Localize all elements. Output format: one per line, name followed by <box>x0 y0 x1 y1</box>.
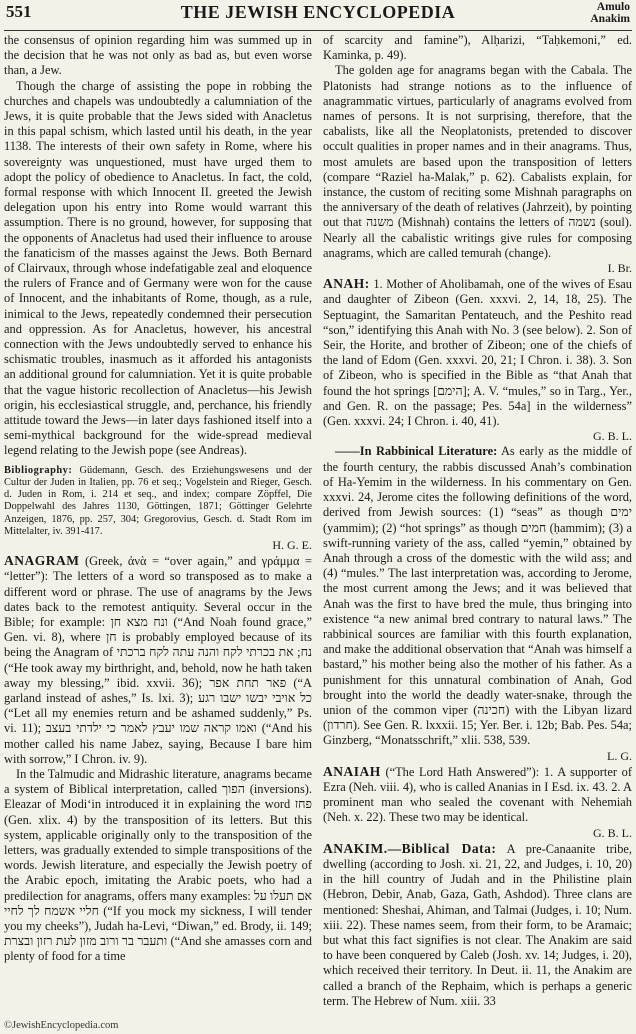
header-rule <box>4 30 632 31</box>
paragraph: of scarcity and famine”), Alḥarizi, “Taḥkemoni,” ed. Kaminka, p. 49). <box>323 33 632 63</box>
entry-anakim <box>323 841 632 1009</box>
author-signature: I. Br. <box>607 261 632 276</box>
author-signature: G. B. L. <box>593 825 632 840</box>
paragraph: the consensus of opinion regarding him was summed up in the decision that he was not only as bad as, but even worse than, a Jew. <box>4 33 312 78</box>
bibliography <box>4 465 312 538</box>
entry-title: ANAGRAM <box>4 553 80 569</box>
page-number: 551 <box>6 2 32 21</box>
right-column <box>323 33 632 1009</box>
entry-title: ANAIAH <box>323 763 381 779</box>
left-column <box>4 33 312 965</box>
entry-text: (“The Lord Hath Answered”): 1. A supporter of Ezra (Neh. viii. 4), who is called Ananias in I Esd. ix. 43. 2. A prominent man who sealed the covenant with Nehemiah (Neh. x. 22). These two may be identical. <box>323 764 632 825</box>
author-signature: G. B. L. <box>593 429 632 444</box>
entry-text: 1. Mother of Aholibamah, one of the wives of Esau and daughter of Zibeon (Gen. xxxvi. 2, 14, 18, 25). The Septuagint, the Samaritan Pentateuch, and the Peshito read “son,” identifying this Anah with No. 3 (see below). 2. Son of Seir, the Horite, and brother of Zibeon; one of the chiefs of the land of Edom (Gen. xxxvi. 20, 21; I Chron. i. 38). 3. Son of Zibeon, who is specified in the Bible as “that Anah that found the hot springs [הימם]; A. V. “mules,” so in Targ., Yer., and Gen. R. on the passage; Pes. 54a] in the wilderness” (Gen. xxxvi. 24; I Chron. i. 40, 41). <box>323 277 632 429</box>
page-header <box>0 0 636 30</box>
entry-text: A pre-Canaanite tribe, dwelling (according to Josh. xi. 21, 22, and Judges, i. 10, 20) in the hill country of Judah and in the Philistine plain (Hebron, Debir, Anab, Gaza, Gath, Ashdod). Three clans are mentioned: Sheshai, Ahiman, and Talmai (Judges, i. 10; Num. xiii. 22). These names seem, from their form, to be Aramaic; but what this fact signifies is not clear. The Anakim are said to have been conquered by Caleb (Josh. xv. 14; Judges, i. 20), which received their territory. In Deut. ii. 11, the Anakim are called a branch of the Rephaim, which is perhaps a generic term. The Hebrew of Num. xiii. 33 <box>323 841 632 1008</box>
bibliography-text: Güdemann, Gesch. des Erziehungswesens und der Cultur der Juden in Italien, pp. 76 et seq.; Vogelstein and Rieger, Gesch. d. Juden in Rom, i. 214 et seq., and index; compare Zöpffel, Die Doppelwahl des Jahres 1130, Göttingen, 1871; Göttinger Gelehrte Anzeigen, 1876, pp. 257, 304; Gregorovius, Gesch. d. Stadt Rom im Mittelalter, iv. 391-417. <box>4 464 312 537</box>
entry-anah <box>323 276 632 429</box>
author-signature: L. G. <box>607 748 632 763</box>
paragraph: In the Talmudic and Midrashic literature, anagrams became a system of Biblical interpretation, called הפוך (inversions). Eleazar of Modi‘in introduced it in explaining the word פחז (Gen. xlix. 4) by the transposition of its letters. But this system, applicable originally only to the transposition of the letters, was gradually extended to simple transpositions of the words. Jewish literature, and especially the Jewish poetry of the Arabic epoch, imitating the Arabic poets, who had a predilection for anagrams, offers many examples: אם תעלו על חליי אשמח לך לחיי (“If you mock my sickness, I will tender you my cheeks”), Judah ha-Levi, “Diwan,” ed. Brody, ii. 149; ותעבר בר ורוב מזון לעת רזון ובצרת (“And she amasses corn and plenty of food for a time <box>4 766 312 964</box>
guide-word-bottom: Anakim <box>590 13 630 25</box>
bibliography-label: Bibliography: <box>4 464 73 476</box>
paragraph: The golden age for anagrams began with the Cabala. The Platonists had strange notions as to the influence of anagrammatic virtues, particularly of anagrams evolved from names of persons. It is not surprising, therefore, that the cabalists, like all the Neoplatonists, pretended to discover occult qualities in proper names and in their anagrams. Thus, most amulets are based upon the transposition of letters (compare “Raziel ha-Malak,” p. 62). Cabalists explain, for instance, the custom of reciting some Mishnah paragraphs on the anniversary of the death of relatives (Jahrzeit), by pointing out that משנה (Mishnah) contains the letters of נשמה (soul). Nearly all the cabalistic writings give rules for composing anagrams, which are called temurah (change). <box>323 63 633 260</box>
guide-word-top: Amulo <box>596 1 630 13</box>
entry-anagram <box>4 553 312 767</box>
guide-words <box>590 1 630 25</box>
running-title: THE JEWISH ENCYCLOPEDIA <box>180 2 456 22</box>
entry-title: ANAKIM.—Biblical Data: <box>323 840 497 856</box>
author-signature: H. G. E. <box>272 537 312 552</box>
entry-anaiah <box>323 764 632 826</box>
entry-text: (Greek, ἀνὰ = “over again,” and γράμμα = “letter”): The letters of a word so transposed as to make a different word or phrase. The use of anagrams by the Jews dates back to the remotest antiquity. Several occur in the Bible; for example: ונח מצא חן (“And Noah found grace,” Gen. vi. 8), where חן is probably employed because of its being the Anagram of נח; את בכרתי לקח והנה עתה לקח ברכתי (“He took away my birthright, and, behold, now he hath taken away my blessing,” ibid. xxvii. 36); פאר תחת אפר (“A garland instead of ashes,” Is. lxi. 3); כל אויבי יבשו ישבו רגע (“Let all my enemies return and be ashamed suddenly,” Ps. vi. 11); ואמו קראה שמו יעבץ לאמר כי ילדתי בעצב (“And his mother called his name Jabez, saying, Because I bare him with sorrow,” I Chron. iv. 9). <box>4 554 312 766</box>
subsection-rabbinical <box>323 444 632 748</box>
paragraph: Though the charge of assisting the pope in robbing the churches and chapels was undoubtedly a calumniation of the Jews, it is quite probable that the Jews sided with Anacletus in this papal schism, which lasted until his death, in the year 1138. The interests of their own safety in Rome, where his sovereignty was unquestioned, must have urged them to adopt the policy of obedience to Anacletus. In fact, the cold, formal response with which Innocent II. greeted the Jewish delegation upon his entry into Rome would warrant this assumption. There is no ground, however, for supposing that the opponents of Anacletus had used their influence to arouse the fanaticism of the masses against the Jews. Both Bernard of Clairvaux, through whose indefatigable zeal and eloquence the rulers of France and of Germany were won for the cause of Innocent, and the inhabitants of Rome, though, as a rule, inimical to the Jews, repeatedly condemned their persecution and oppression. As for Anacletus, however, his ancestral connection with the Jews undoubtedly served to enhance his schismatic troubles, inasmuch as it afforded his antagonists an additional ground for calumniation. Yet it is quite probable that the vague historic recollection of Anacletus—his Jewish origin, his ecclesiastical struggle, and, perchance, his friendly attitude toward the Jews—in later days fashioned itself into a semi-mythical background for the wide-spread medieval legend relating to the Jewish pope (see Andreas). <box>4 78 312 458</box>
subsection-text: As early as the middle of the fourth century, the rabbis discussed Anah’s combination of Ha-Yemim in the wilderness. In his commentary on Gen. xxxvi. 24, Jerome cites the following definitions of the word, derived from Jewish sources: (1) “seas” as though ימים (yammim); (2) “hot springs” as though חמים (ḥammim); (3) a swift-running variety of the ass, called “yemin,” obtained by Anah through a cross of the domestic with the wild ass; and (4) “mules.” The last interpretation was, according to Jerome, the most current among the Jews; and it was believed that Anah was the first to have bred the mule, thus bringing into existence “a new animal bred contrary to natural laws.” The rabbinical sources are familiar with this fourth explanation, and make the additional observation that “Anah was himself a bastard,” his mother being also the mother of his father. As a punishment for this unnatural combination of Anah, God brought into the world the deadly water-snake, through the union of the common viper (חכינה) with the Libyan lizard (חרדון). See Gen. R. lxxxii. 15; Yer. Ber. i. 12b; Bab. Pes. 54a; Ginzberg, “Monatsschrift,” xlii. 538, 539. <box>323 444 632 748</box>
copyright-footer: ©JewishEncyclopedia.com <box>4 1020 119 1031</box>
subsection-title: ——In Rabbinical Literature: <box>335 444 498 459</box>
entry-title: ANAH: <box>323 276 370 292</box>
